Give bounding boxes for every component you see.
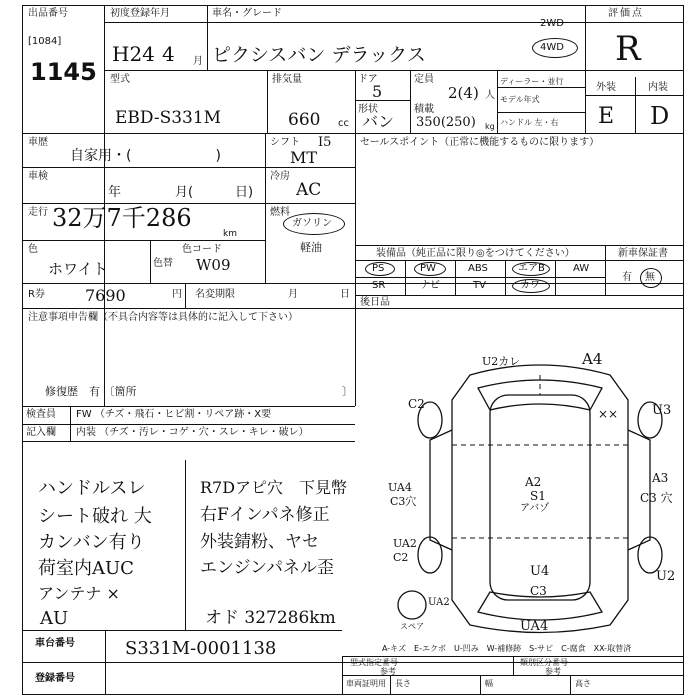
color-code-value: W09 bbox=[196, 256, 231, 274]
first-reg-value: H24 bbox=[112, 42, 155, 66]
equip-abs: ABS bbox=[468, 263, 488, 274]
drive-2wd: 2WD bbox=[540, 18, 564, 29]
mark-ua4-left: UA4 bbox=[388, 481, 412, 494]
model-label: 車名・グレード bbox=[212, 8, 282, 19]
color-value: ホワイト bbox=[48, 260, 108, 278]
mark-a3: A3 bbox=[652, 471, 669, 485]
body-value: バン bbox=[362, 112, 395, 131]
equip-aw: AW bbox=[573, 263, 590, 274]
displacement-value: 660 bbox=[288, 110, 321, 130]
mark-a4-top: A4 bbox=[582, 350, 603, 368]
length-label: 長さ bbox=[395, 679, 411, 688]
mark-c3-bottom: C3 bbox=[530, 584, 547, 598]
type-designation-label: 型式指定番号 bbox=[350, 658, 398, 667]
mark-xx: ×× bbox=[598, 407, 619, 421]
spare-label: スペア bbox=[400, 622, 424, 631]
ext-label: 外装 bbox=[596, 82, 616, 93]
inspection-year: 年 bbox=[108, 185, 122, 200]
hand-left-1: ハンドルスレ bbox=[38, 478, 146, 499]
lot-code: [1084] bbox=[28, 36, 62, 47]
type-label: 型式 bbox=[110, 74, 130, 85]
mark-c3ana: C3穴 bbox=[390, 495, 417, 508]
hand-odometer: オド 327286km bbox=[205, 608, 336, 628]
mark-ua2-left: UA2 bbox=[393, 537, 417, 550]
displacement-label: 排気量 bbox=[272, 74, 302, 85]
lot-label: 出品番号 bbox=[28, 8, 68, 19]
ref-label-1: 参考 bbox=[380, 667, 396, 676]
type-value: EBD-S331M bbox=[115, 108, 222, 128]
equip-ps: PS bbox=[372, 263, 385, 274]
capacity-label: 定員 bbox=[414, 74, 434, 85]
load-value: 350(250) bbox=[416, 115, 476, 130]
mark-a2: A2 bbox=[525, 475, 542, 489]
hand-right-1: R7Dアピ穴 下見幣 bbox=[200, 478, 348, 497]
warranty-no: 無 bbox=[645, 272, 655, 283]
cert-label: 車両証明用 bbox=[346, 679, 386, 688]
chassis-label: 車台番号 bbox=[35, 638, 75, 649]
capacity-unit: 人 bbox=[485, 90, 495, 101]
mileage-label: 走行 bbox=[28, 207, 48, 218]
notes-label: 注意事項申告欄（不具合内容等は具体的に記入して下さい） bbox=[28, 312, 298, 323]
height-label: 高さ bbox=[575, 679, 591, 688]
sales-point-label: セールスポイント（正常に機能するものに限ります） bbox=[360, 137, 600, 148]
history-label: 車歴 bbox=[28, 137, 48, 148]
inspection-label: 車検 bbox=[28, 171, 48, 182]
mark-p-bag: アバゾ bbox=[520, 503, 550, 514]
model-value: ピクシスバン デラックス bbox=[212, 44, 426, 66]
chassis-value: S331M-0001138 bbox=[125, 638, 277, 659]
name-change-month: 月 bbox=[288, 289, 298, 300]
first-reg-month: 4 bbox=[162, 42, 175, 66]
inspection-day: 日) bbox=[235, 185, 254, 200]
eval-label: 評価点 bbox=[608, 8, 644, 19]
ref-label-2: 参考 bbox=[545, 667, 561, 676]
fw-row: FW （チズ・飛石・ヒビ割・リペア跡・X要 bbox=[76, 409, 272, 420]
fuel-label: 燃料 bbox=[270, 207, 290, 218]
hand-right-3: 外装錆粉、ヤセ bbox=[200, 532, 319, 552]
entry-label: 記入欄 bbox=[26, 427, 56, 438]
mileage-value: 32万7千286 bbox=[52, 204, 192, 232]
equip-airbag: エアB bbox=[518, 263, 545, 274]
load-label: 積載 bbox=[414, 104, 434, 115]
int-value: D bbox=[650, 102, 670, 130]
handle-label: ハンドル 左・右 bbox=[500, 118, 559, 127]
hand-right-2: 右Fインパネ修正 bbox=[200, 505, 330, 525]
reg-label: 登録番号 bbox=[35, 673, 75, 684]
repair-label: 修復歴 有 〔箇所 bbox=[45, 385, 137, 398]
inspection-month: 月( bbox=[175, 185, 194, 200]
hand-left-6: AU bbox=[40, 608, 69, 629]
color-change-label: 色替 bbox=[153, 258, 173, 269]
hand-left-4: 荷室内AUC bbox=[38, 558, 134, 579]
fuel-diesel: 軽油 bbox=[300, 241, 322, 254]
hand-right-4: エンジンパネル歪 bbox=[200, 558, 334, 578]
mark-u4: U4 bbox=[530, 564, 550, 579]
color-code-label: 色コード bbox=[182, 244, 222, 255]
shift-code: I5 bbox=[318, 135, 332, 150]
ac-value: AC bbox=[296, 180, 322, 200]
equip-tv: TV bbox=[473, 280, 486, 291]
equip-navi: ナビ bbox=[420, 280, 440, 291]
mark-u3-right: U3 bbox=[652, 403, 672, 418]
damage-legend: A-キズ E-エクボ U-凹み W-補修跡 S-サビ C-腐食 XX-取替済 bbox=[382, 644, 632, 653]
mark-u2-right: U2 bbox=[656, 569, 676, 584]
equip-leather: カワ bbox=[520, 280, 540, 291]
docs-label: 後日品 bbox=[360, 297, 390, 308]
ac-label: 冷房 bbox=[270, 171, 290, 182]
model-year-label: モデル年式 bbox=[500, 95, 540, 104]
yen-unit: 円 bbox=[172, 289, 182, 300]
body-label: 形状 bbox=[358, 104, 378, 115]
doors-value: 5 bbox=[372, 82, 383, 101]
dealer-label: ディーラー・並行 bbox=[500, 77, 564, 86]
mark-c2: C2 bbox=[408, 397, 425, 411]
lot-number: 1145 bbox=[30, 58, 97, 86]
ext-value: E bbox=[598, 104, 615, 129]
hand-left-5: アンテナ × bbox=[38, 584, 120, 603]
equip-pw: PW bbox=[420, 263, 436, 274]
category-label: 類別区分番号 bbox=[520, 658, 568, 667]
color-label: 色 bbox=[28, 244, 38, 255]
interior-row: 内装 （チズ・汚レ・コゲ・穴・スレ・キレ・破レ） bbox=[76, 427, 309, 438]
repair-bracket: 〕 bbox=[342, 385, 353, 398]
eval-value: R bbox=[615, 29, 641, 69]
equipment-title: 装備品（純正品に限り◎をつけてください） bbox=[376, 248, 575, 259]
first-reg-label: 初度登録年月 bbox=[110, 8, 170, 19]
mileage-unit: km bbox=[223, 229, 237, 239]
mark-s1: S1 bbox=[530, 489, 546, 503]
warranty-yes: 有 bbox=[622, 272, 632, 283]
hand-left-3: カンバン有り bbox=[38, 532, 145, 553]
mark-u2kare: U2カレ bbox=[482, 355, 521, 368]
width-label: 幅 bbox=[485, 679, 493, 688]
inspector-label: 検査員 bbox=[26, 409, 56, 420]
warranty-label: 新車保証書 bbox=[618, 248, 668, 259]
history-value: 自家用・( ) bbox=[70, 148, 221, 164]
drive-4wd: 4WD bbox=[540, 42, 564, 53]
hand-left-2: シート破れ 大 bbox=[38, 506, 152, 527]
name-change-label: 名変期限 bbox=[195, 289, 235, 300]
cc-unit: cc bbox=[338, 118, 349, 129]
mark-c3-right: C3 穴 bbox=[640, 491, 673, 505]
recycle-label: R券 bbox=[28, 289, 45, 300]
kg-unit: kg bbox=[485, 122, 495, 131]
doors-label: ドア bbox=[358, 74, 378, 85]
int-label: 内装 bbox=[648, 82, 668, 93]
name-change-day: 日 bbox=[340, 289, 350, 300]
fuel-gasoline: ガソリン bbox=[292, 218, 332, 229]
month-unit: 月 bbox=[193, 56, 203, 67]
shift-label: シフト bbox=[270, 137, 300, 148]
mark-a4-bottom: UA4 bbox=[520, 619, 549, 634]
shift-value: MT bbox=[290, 148, 318, 167]
capacity-value: 2(4) bbox=[448, 84, 479, 102]
recycle-value: 7690 bbox=[85, 286, 126, 305]
mark-c2-left: C2 bbox=[393, 551, 409, 564]
mark-ua2-bottom: UA2 bbox=[428, 597, 450, 608]
equip-sr: SR bbox=[372, 280, 386, 291]
